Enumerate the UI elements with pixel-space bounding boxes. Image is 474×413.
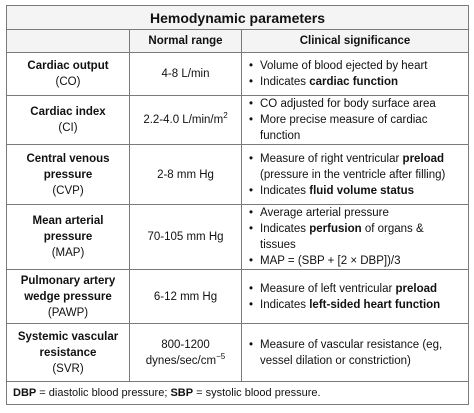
normal-range-cell <box>130 53 242 96</box>
parameter-abbreviation: (PAWP) <box>47 306 89 319</box>
significance-list <box>248 58 462 90</box>
parameter-abbreviation: (CO) <box>55 76 81 88</box>
parameter-abbreviation: (MAP) <box>51 247 85 259</box>
parameter-abbreviation: (SVR) <box>52 362 84 375</box>
hemodynamic-table-container <box>6 5 468 405</box>
parameter-name: Cardiac index <box>30 106 106 118</box>
significance-text: More precise measure of cardiac function <box>260 114 428 142</box>
significance-text: Measure of left ventricular <box>260 282 396 295</box>
normal-range-cell <box>130 96 242 145</box>
parameter-abbreviation: (CVP) <box>52 184 84 197</box>
significance-list <box>248 96 462 144</box>
parameter-cell <box>7 324 130 382</box>
emphasized-term: perfusion <box>309 223 362 235</box>
normal-range-exponent: 2 <box>223 111 228 121</box>
footnote-abbreviation: SBP <box>170 387 194 399</box>
significance-text: Volume of blood ejected by heart <box>260 60 428 72</box>
normal-range-cell <box>130 324 242 382</box>
clinical-significance-cell <box>242 205 469 270</box>
significance-item <box>260 151 462 183</box>
emphasized-term: cardiac function <box>309 76 399 88</box>
table-body <box>7 53 469 382</box>
footnote-text: = diastolic blood pressure; <box>36 387 171 399</box>
normal-range-value: 800-1200 dynes/sec/cm <box>145 338 217 367</box>
parameter-name: Systemic vascular resistance <box>17 330 119 359</box>
significance-text: Average arterial pressure <box>260 207 389 219</box>
column-header-row <box>7 30 469 53</box>
significance-text: Measure of vascular resistance (eg, vessel dilation or constriction) <box>260 338 443 367</box>
significance-text: (pressure in the ventricle after filling) <box>260 168 446 181</box>
hemodynamic-table <box>6 5 469 405</box>
normal-range-value: 70-105 mm Hg <box>147 231 224 243</box>
normal-range-cell <box>130 145 242 205</box>
significance-item <box>260 112 462 144</box>
significance-text: MAP = (SBP + [2 × DBP])/3 <box>260 255 401 267</box>
parameter-cell <box>7 205 130 270</box>
footnote <box>7 382 469 405</box>
parameter-cell <box>7 145 130 205</box>
normal-range-value: 6-12 mm Hg <box>153 290 218 303</box>
footnote-row <box>7 382 469 405</box>
significance-list <box>248 151 462 199</box>
normal-range-exponent: −5 <box>216 351 226 361</box>
parameter-name: Central venous pressure <box>26 152 110 181</box>
header-normal-range: Normal range <box>130 30 242 53</box>
emphasized-term: left-sided heart function <box>309 298 441 311</box>
significance-list <box>248 205 462 269</box>
significance-text: Indicates <box>260 76 310 88</box>
significance-item <box>260 221 462 253</box>
emphasized-term: preload <box>402 152 445 165</box>
table-row <box>7 96 469 145</box>
table-row <box>7 270 469 324</box>
significance-item <box>260 96 462 112</box>
clinical-significance-cell <box>242 145 469 205</box>
emphasized-term: fluid volume status <box>309 184 415 197</box>
table-title-row <box>7 6 469 30</box>
table-row <box>7 145 469 205</box>
significance-list <box>248 337 462 369</box>
emphasized-term: preload <box>395 282 438 295</box>
significance-item <box>260 74 462 90</box>
significance-item <box>260 337 462 369</box>
parameter-cell <box>7 53 130 96</box>
significance-item <box>260 297 462 313</box>
significance-item <box>260 58 462 74</box>
significance-text: Measure of right ventricular <box>260 152 403 165</box>
parameter-name: Pulmonary artery wedge pressure <box>20 274 116 303</box>
significance-list <box>248 281 462 313</box>
normal-range-value: 2-8 mm Hg <box>157 168 214 181</box>
normal-range-cell <box>130 205 242 270</box>
table-row <box>7 53 469 96</box>
significance-text: Indicates <box>260 184 310 197</box>
significance-item <box>260 205 462 221</box>
significance-item <box>260 253 462 269</box>
significance-text: CO adjusted for body surface area <box>260 98 436 110</box>
normal-range-cell <box>130 270 242 324</box>
clinical-significance-cell <box>242 324 469 382</box>
table-row <box>7 205 469 270</box>
footnote-abbreviation: DBP <box>13 387 37 399</box>
clinical-significance-cell <box>242 53 469 96</box>
significance-item <box>260 183 462 199</box>
parameter-name: Mean arterial pressure <box>32 215 104 243</box>
parameter-abbreviation: (CI) <box>58 122 78 134</box>
normal-range-value: 2.2-4.0 L/min/m <box>143 114 224 126</box>
clinical-significance-cell <box>242 270 469 324</box>
table-row <box>7 324 469 382</box>
significance-text: Indicates <box>260 223 310 235</box>
header-parameter <box>7 30 130 53</box>
parameter-name: Cardiac output <box>27 60 109 72</box>
significance-text: Indicates <box>260 298 310 311</box>
parameter-cell <box>7 270 130 324</box>
significance-item <box>260 281 462 297</box>
normal-range-value: 4-8 L/min <box>161 68 210 80</box>
table-title: Hemodynamic parameters <box>7 6 469 30</box>
header-clinical-significance: Clinical significance <box>242 30 469 53</box>
significance-text: of organs & tissues <box>260 223 424 251</box>
parameter-cell <box>7 96 130 145</box>
clinical-significance-cell <box>242 96 469 145</box>
footnote-text: = systolic blood pressure. <box>193 387 321 399</box>
